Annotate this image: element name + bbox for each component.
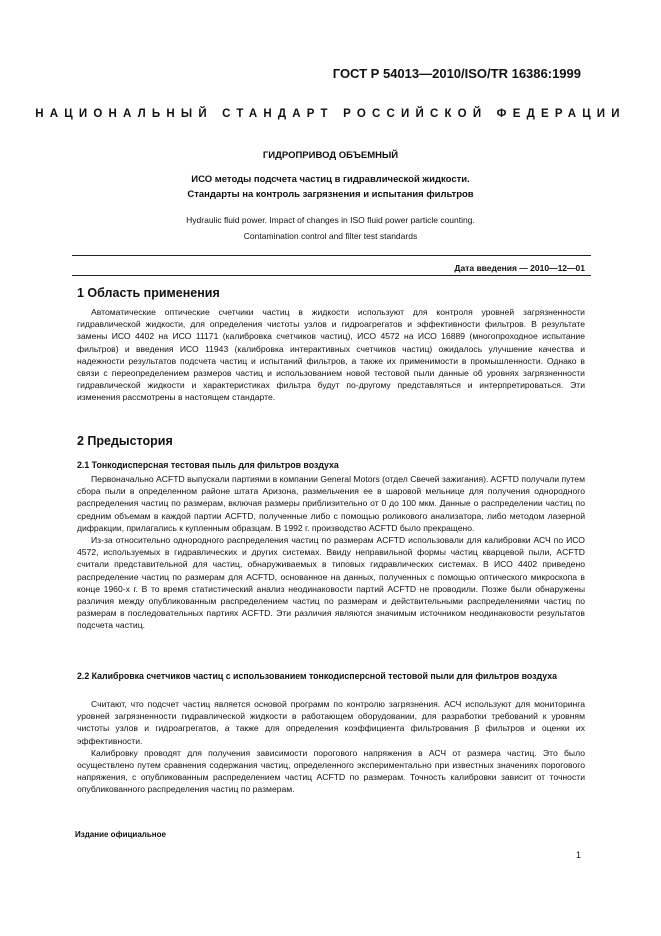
section-2-2-heading: 2.2 Калибровка счетчиков частиц с использованием тонкодисперсной тестовой пыли для фильтров воздуха xyxy=(77,671,557,681)
section-2-2-paragraph-1: Считают, что подсчет частиц является основой программ по контролю загрязнения. АСЧ используют для мониторинга уровней загрязненности гидравлической жидкости в работающем оборудовании, для разработки требований к уровням чистоты узлов и гидроагрегатов, а также для определения коэффициента фильтрования β фильтров и оценки их эффективности. xyxy=(77,699,585,746)
official-edition-label: Издание официальное xyxy=(75,830,166,839)
section-2-1-heading: 2.1 Тонкодисперсная тестовая пыль для фильтров воздуха xyxy=(77,460,339,470)
date-divider xyxy=(72,275,591,276)
english-title-line-2: Contamination control and filter test standards xyxy=(243,231,418,241)
subtitle-line-1: ИСО методы подсчета частиц в гидравлической жидкости. xyxy=(191,174,470,185)
section-2-1-paragraph-2: Из-за относительно однородного распределения частиц по размерам ACFTD использовали для калибровки АСЧ по ИСО 4572, используемых в гидравлических и других системах. Ввиду неправильной формы частиц кварцевой пыли, ACFTD считали представительной для частиц, обнаруживаемых в типовых гидравлических системах. В ИСО 4402 приведено распределение частиц по размерам для ACFTD, основанное на данных, полученных с помощью оптического микроскопа в конце 1960-х г. В то время статистический анализ неодинаковости партий ACFTD не проводили. Позже были обнаружены различия между опубликованным распределением частиц по размерам и действительными распределениями частиц по размерам в последовательных партиях ACFTD. Эти различия являются значимым источником неодинаковости результатов подсчета частиц. xyxy=(77,535,585,631)
section-2-2-paragraph-2: Калибровку проводят для получения зависимости порогового напряжения в АСЧ от размера частиц. Это было осуществлено путем сравнения содержания частиц, определенного экспериментально при известных значениях порогового напряжения, с опубликованным распределением частиц ACFTD по размерам. Точность калибровки зависит от точности опубликованного распределения частиц по размерам. xyxy=(77,747,585,795)
national-standard-banner: НАЦИОНАЛЬНЫЙ СТАНДАРТ РОССИЙСКОЙ ФЕДЕРАЦИИ xyxy=(35,108,626,120)
section-2-1-paragraph-1: Первоначально ACFTD выпускали партиями в компании General Motors (отдел Свечей зажигания). ACFTD получали путем сбора пыли в определенном районе штата Аризона, размельчения ее в шаровой мельнице для получения однородного распределения частиц по размерам, включая размеры приблизительно от 0 до 100 мкм. Данные о распределении частиц по средним объемам в каждой партии ACFTD, полученные либо с помощью роликового анализатора, либо методом лазерной дифракции, прилагались к купленным образцам. В 1992 г. производство ACFTD было прекращено. xyxy=(77,474,585,533)
section-2-2-body xyxy=(77,698,585,796)
standard-code: ГОСТ Р 54013—2010/ISO/TR 16386:1999 xyxy=(332,66,581,81)
subtitle-line-2: Стандарты на контроль загрязнения и испытания фильтров xyxy=(187,189,474,200)
section-2-1-body xyxy=(77,473,585,632)
document-subtitle xyxy=(60,172,601,202)
english-title-line-1: Hydraulic fluid power. Impact of changes in ISO fluid power particle counting. xyxy=(186,215,475,225)
section-1-heading: 1 Область применения xyxy=(77,286,220,300)
document-title: ГИДРОПРИВОД ОБЪЕМНЫЙ xyxy=(262,150,399,161)
title-divider xyxy=(72,255,591,256)
introduction-date: Дата введения — 2010—12—01 xyxy=(454,263,585,273)
english-title xyxy=(60,212,601,244)
page-number: 1 xyxy=(575,850,581,860)
section-2-heading: 2 Предыстория xyxy=(77,434,173,448)
section-1-body xyxy=(77,306,585,404)
section-1-paragraph: Автоматические оптические счетчики частиц в жидкости используют для контроля уровней загрязненности гидравлической жидкости, для определения чистоты узлов и гидроагрегатов и эффективности фильтров. В результате замены ИСО 4402 на ИСО 11171 (калибровка счетчиков частиц), ИСО 4572 на ИСО 16889 (многопроходное испытание фильтров) и введения ИСО 11943 (калибровка интерактивных счетчиков частиц) ожидалось улучшение качества и надежности результатов подсчета частиц и испытаний фильтров, а также их применимости в промышленности. Однако в связи с переопределением размеров частиц и использованием новой тестовой пыли данные об уровнях загрязненности гидравлической жидкости и характеристиках фильтра будут по-другому представляться и интерпретироваться. Эти изменения рассмотрены в настоящем стандарте. xyxy=(77,307,585,403)
